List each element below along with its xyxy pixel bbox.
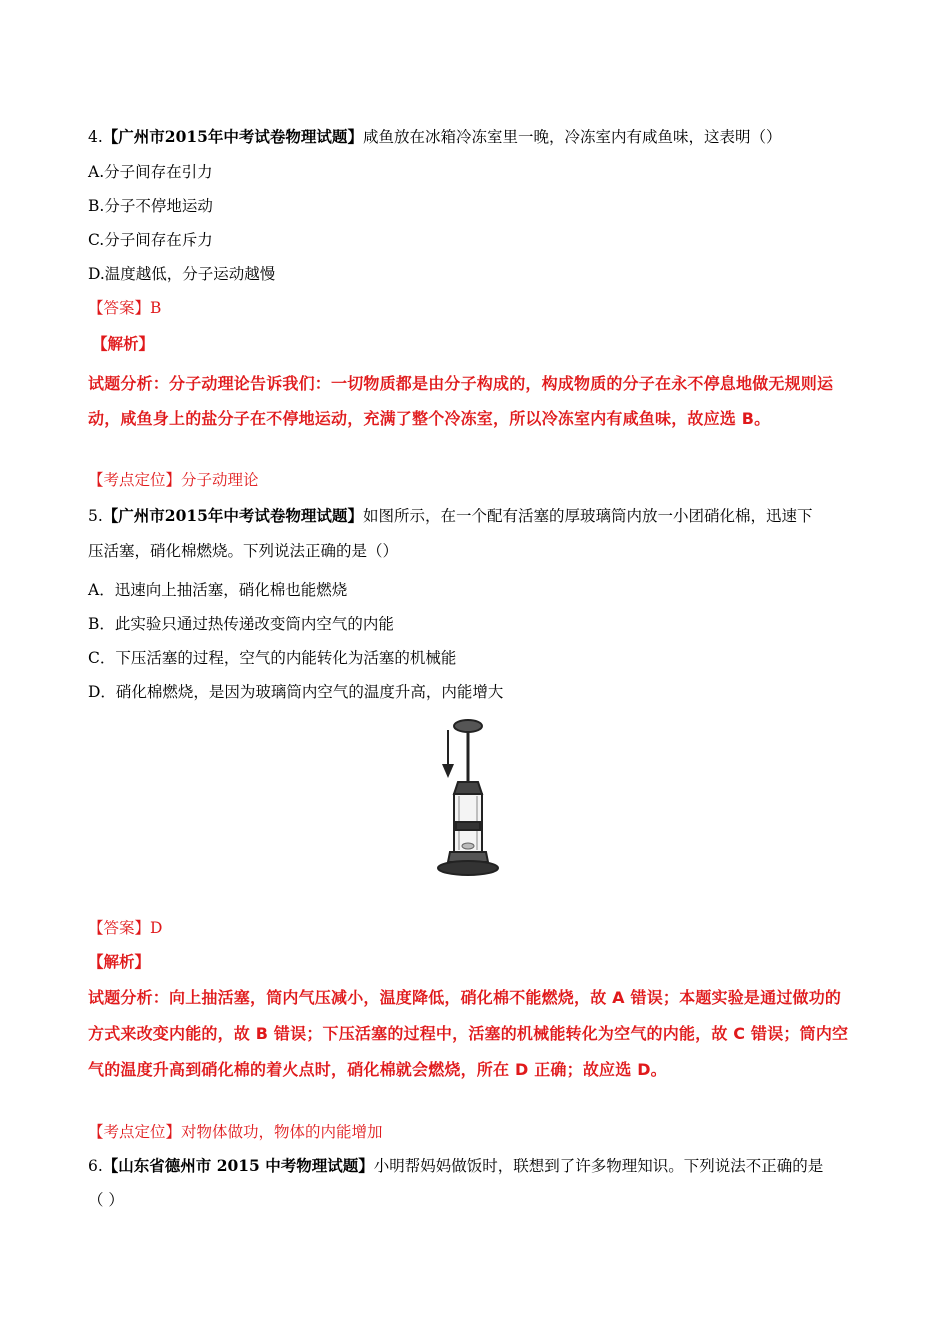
- q4-stem: [88, 127, 781, 147]
- q6-source: 【山东省德州市 2015 中考物理试题】: [102, 1156, 374, 1175]
- q5-option-d: D．硝化棉燃烧，是因为玻璃筒内空气的温度升高，内能增大: [88, 683, 504, 701]
- q4-analysis-line-2: 动，咸鱼身上的盐分子在不停地运动，充满了整个冷冻室，所以冷冻室内有咸鱼味，故应选 B。: [88, 409, 771, 428]
- q6-stem-line-1: [88, 1156, 823, 1176]
- q5-answer-label: 【答案】: [88, 919, 151, 937]
- q5-option-c: C．下压活塞的过程，空气的内能转化为活塞的机械能: [88, 649, 457, 667]
- q6-stem-line-2: （ ）: [88, 1191, 124, 1209]
- q5-answer-value: D: [150, 919, 163, 937]
- q5-option-a: A．迅速向上抽活塞，硝化棉也能燃烧: [88, 581, 348, 599]
- q6-number: 6.: [88, 1157, 103, 1175]
- q4-stem-text: 咸鱼放在冰箱冷冻室里一晚，冷冻室内有咸鱼味，这表明（）: [362, 128, 782, 146]
- q4-option-d: D.温度越低，分子运动越慢: [88, 265, 276, 283]
- q5-analysis-label: 【解析】: [88, 952, 151, 971]
- q5-stem-line-1: [88, 506, 812, 526]
- q4-point-value: 分子动理论: [181, 471, 259, 489]
- q4-number: 4.: [88, 128, 103, 146]
- stand-base: [438, 861, 498, 875]
- q5-source: 【广州市2015年中考试卷物理试题】: [102, 506, 363, 525]
- q4-analysis-line-1: 试题分析：分子动理论告诉我们：一切物质都是由分子构成的，构成物质的分子在永不停息地做无规则运: [88, 374, 834, 393]
- q4-answer: [88, 298, 161, 318]
- q5-analysis-line-2: 方式来改变内能的，故 B 错误；下压活塞的过程中，活塞的机械能转化为空气的内能，故 C 错误；筒内空: [88, 1024, 849, 1043]
- q5-point-value: 对物体做功，物体的内能增加: [181, 1123, 383, 1141]
- q4-analysis-label: 【解析】: [92, 334, 155, 353]
- q4-option-c: C.分子间存在斥力: [88, 231, 213, 249]
- q4-source: 【广州市2015年中考试卷物理试题】: [102, 127, 363, 146]
- q5-analysis-line-3: 气的温度升高到硝化棉的着火点时，硝化棉就会燃烧，所在 D 正确；故应选 D。: [88, 1060, 667, 1079]
- q4-point-label: 【考点定位】: [88, 471, 182, 489]
- q5-option-b: B．此实验只通过热传递改变筒内空气的内能: [88, 615, 394, 633]
- q5-point-label: 【考点定位】: [88, 1123, 182, 1141]
- q5-number: 5.: [88, 507, 103, 525]
- piston-handle-icon: [454, 720, 482, 732]
- down-arrow-icon: [442, 764, 454, 778]
- q4-answer-value: B: [150, 299, 162, 317]
- piston-cylinder-figure: [418, 712, 528, 882]
- q4-point: [88, 470, 259, 490]
- q5-stem-text: 如图所示，在一个配有活塞的厚玻璃筒内放一小团硝化棉，迅速下: [362, 507, 813, 525]
- q5-stem-line-2: 压活塞，硝化棉燃烧。下列说法正确的是（）: [88, 542, 399, 560]
- q5-point: [88, 1122, 383, 1142]
- q4-answer-label: 【答案】: [88, 299, 151, 317]
- piston-head: [456, 822, 480, 830]
- cylinder-cap: [454, 782, 482, 794]
- nitrocellulose-icon: [462, 843, 474, 849]
- q5-analysis-line-1: 试题分析：向上抽活塞，筒内气压减小，温度降低，硝化棉不能燃烧，故 A 错误；本题实验是通过做功的: [88, 988, 842, 1007]
- q5-answer: [88, 918, 162, 938]
- q4-option-a: A.分子间存在引力: [88, 163, 213, 181]
- q4-option-b: B.分子不停地运动: [88, 197, 213, 215]
- q6-stem-text: 小明帮妈妈做饭时，联想到了许多物理知识。下列说法不正确的是: [373, 1157, 824, 1175]
- watermark: ​: [387, 340, 393, 365]
